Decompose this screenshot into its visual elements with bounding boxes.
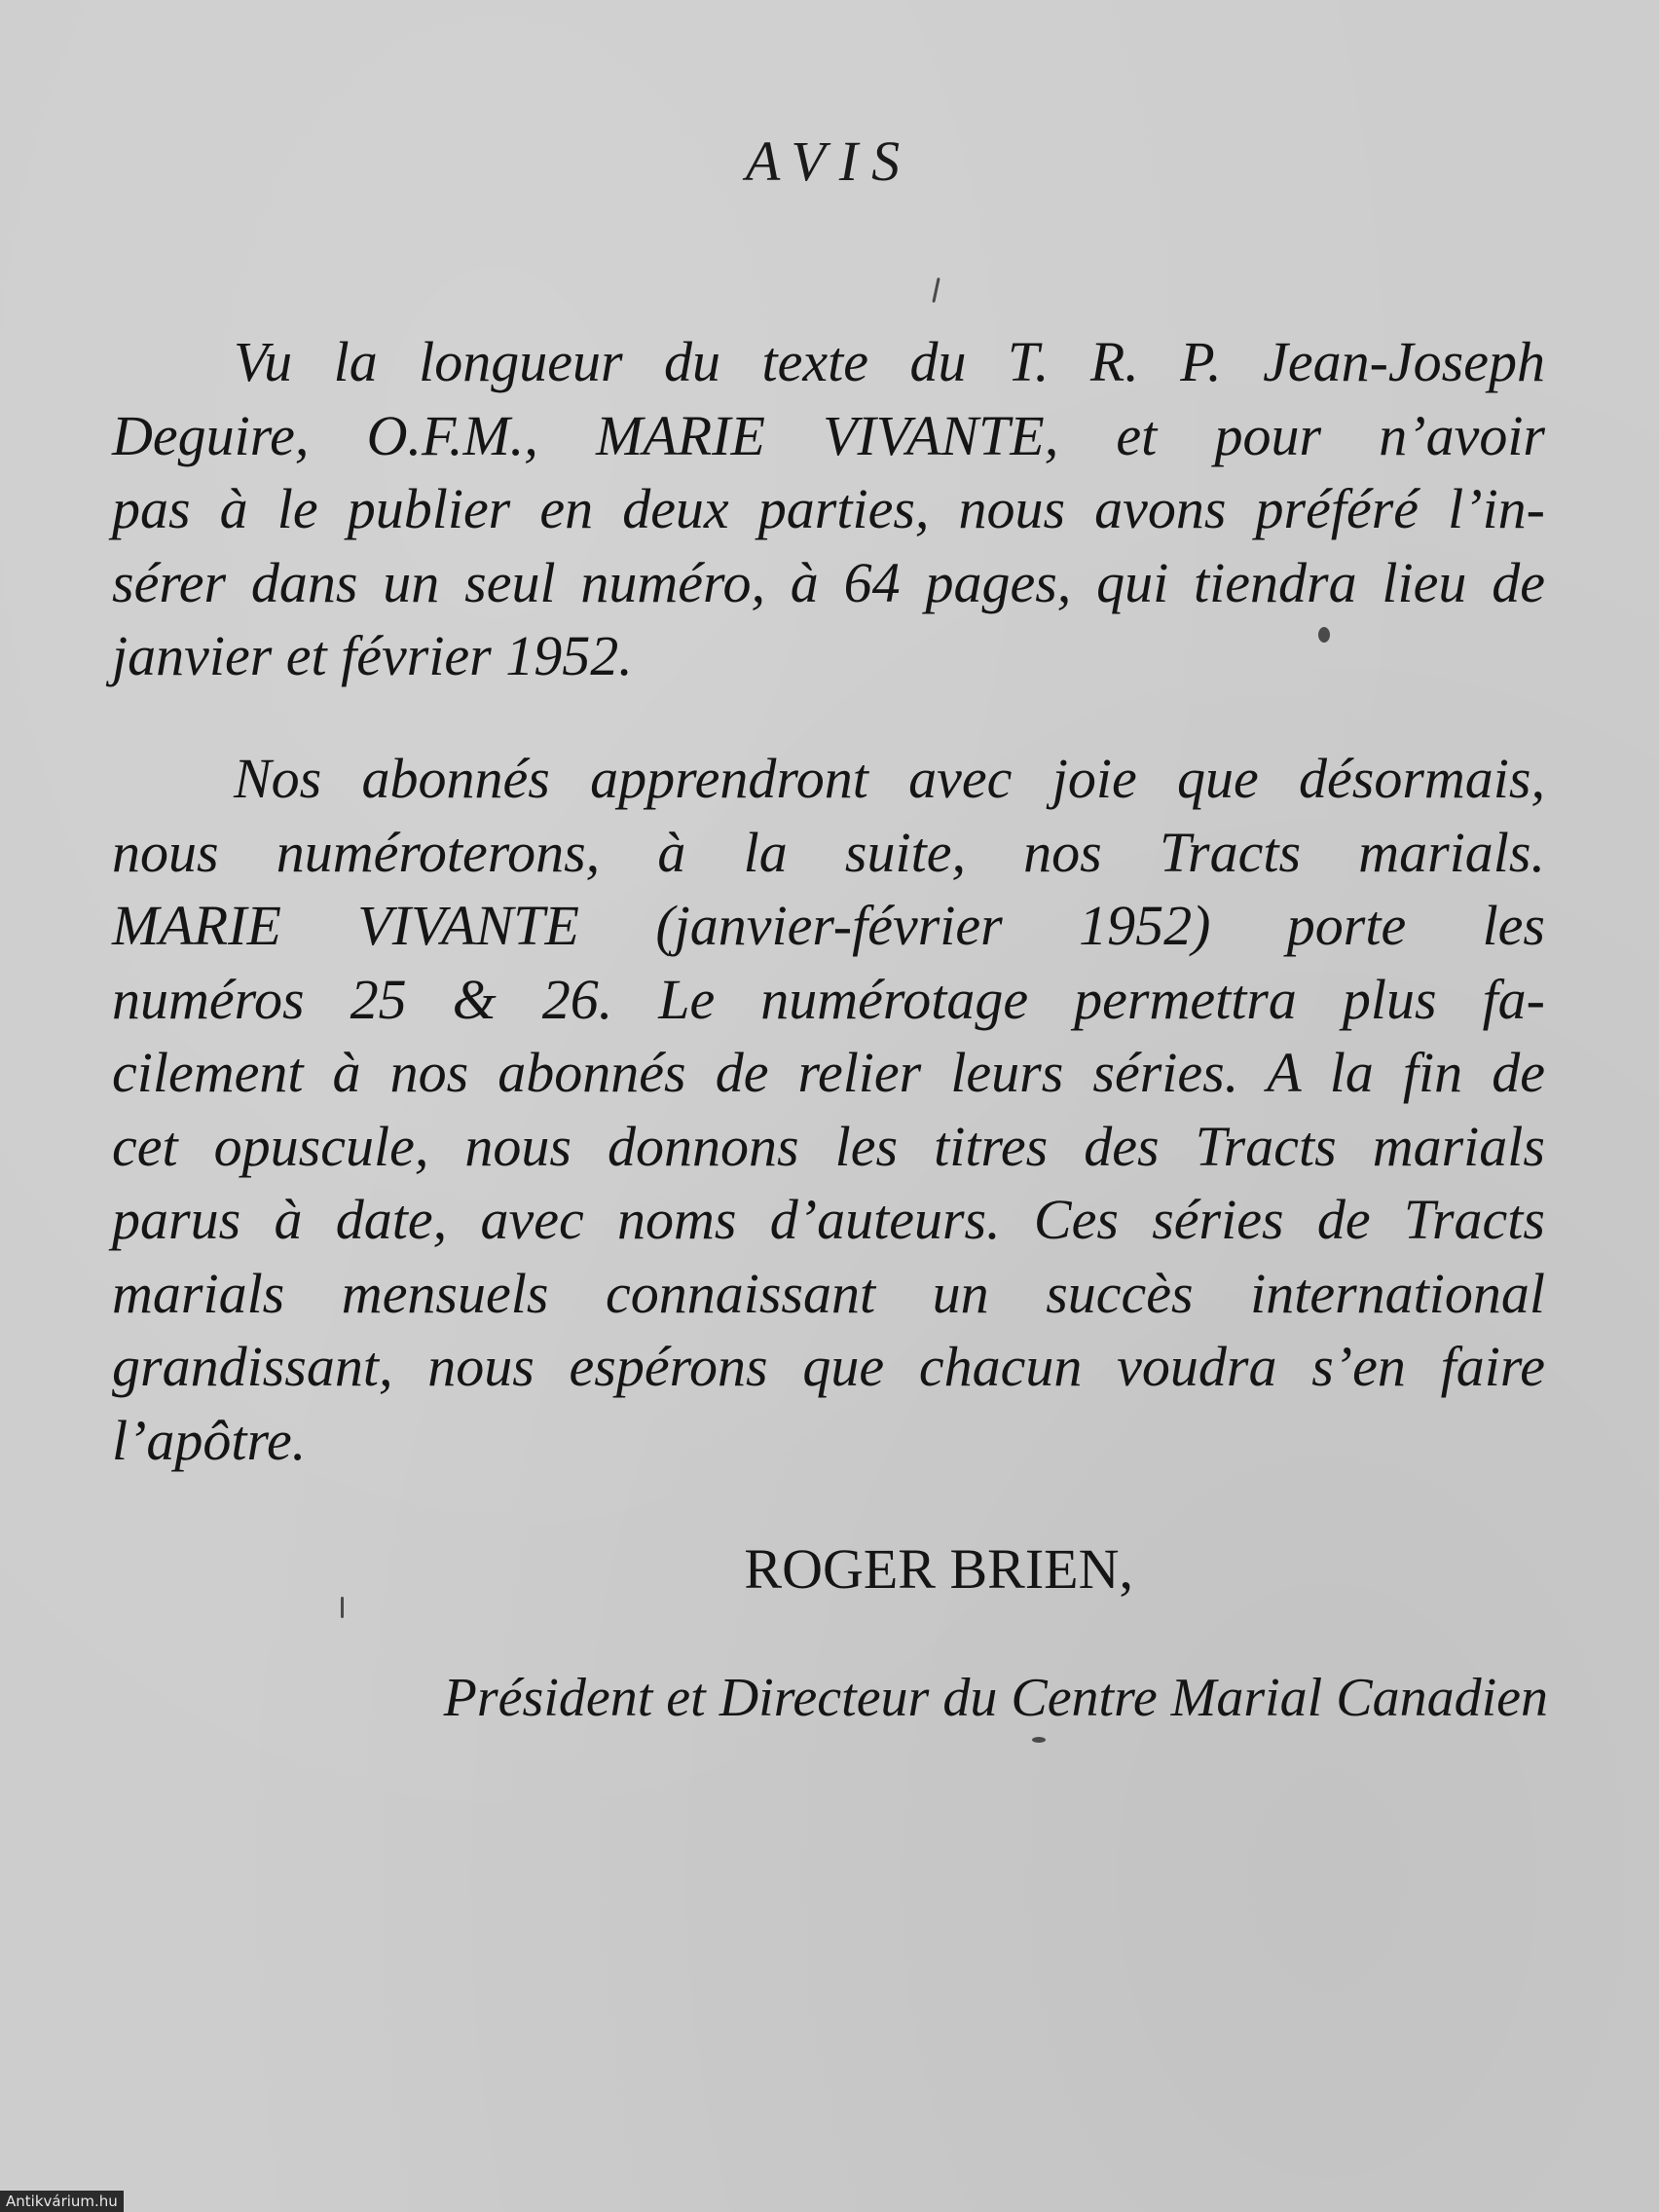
paper-speck — [341, 1597, 344, 1618]
paragraph-1-line: janvier et février 1952. — [112, 624, 633, 687]
paper-speck — [932, 277, 940, 303]
signature-name: ROGER BRIEN, — [744, 1537, 1133, 1601]
signature-role: Président et Directeur du Centre Marial Canadien — [443, 1668, 1548, 1728]
paper-speck — [1318, 627, 1330, 643]
paragraph-1-line: Deguire, O.F.M., MARIE VIVANTE, et pour n’avoir — [112, 403, 1545, 467]
paragraph-2 — [112, 742, 1545, 1477]
paper-speck — [1032, 1737, 1046, 1743]
paragraph-2-line: numéros 25 & 26. Le numérotage permettra plus fa- — [112, 967, 1545, 1031]
watermark: Antikvárium.hu — [0, 2191, 124, 2212]
paragraph-2-line: l’apôtre. — [112, 1408, 307, 1472]
paragraph-1-line: Vu la longueur du texte du T. R. P. Jean-Joseph — [234, 330, 1545, 393]
paragraph-2-line: cilement à nos abonnés de relier leurs séries. A la fin de — [112, 1041, 1545, 1104]
paragraph-2-line: parus à date, avec noms d’auteurs. Ces séries de Tracts — [112, 1188, 1545, 1251]
page-title: AVIS — [745, 129, 914, 193]
paragraph-2-line: Nos abonnés apprendront avec joie que désormais, — [234, 747, 1545, 810]
paragraph-2-line: grandissant, nous espérons que chacun voudra s’en faire — [112, 1335, 1545, 1398]
paragraph-2-line: marials mensuels connaissant un succès international — [112, 1261, 1545, 1325]
paragraph-1 — [112, 325, 1545, 693]
paragraph-1-line: sérer dans un seul numéro, à 64 pages, qui tiendra lieu de — [112, 550, 1545, 614]
paragraph-1-line: pas à le publier en deux parties, nous avons préféré l’in- — [112, 477, 1545, 540]
paragraph-2-line: cet opuscule, nous donnons les titres des Tracts marials — [112, 1114, 1545, 1178]
paragraph-2-line: MARIE VIVANTE (janvier-février 1952) porte les — [112, 894, 1545, 957]
paragraph-2-line: nous numéroterons, à la suite, nos Tracts marials. — [112, 820, 1545, 884]
